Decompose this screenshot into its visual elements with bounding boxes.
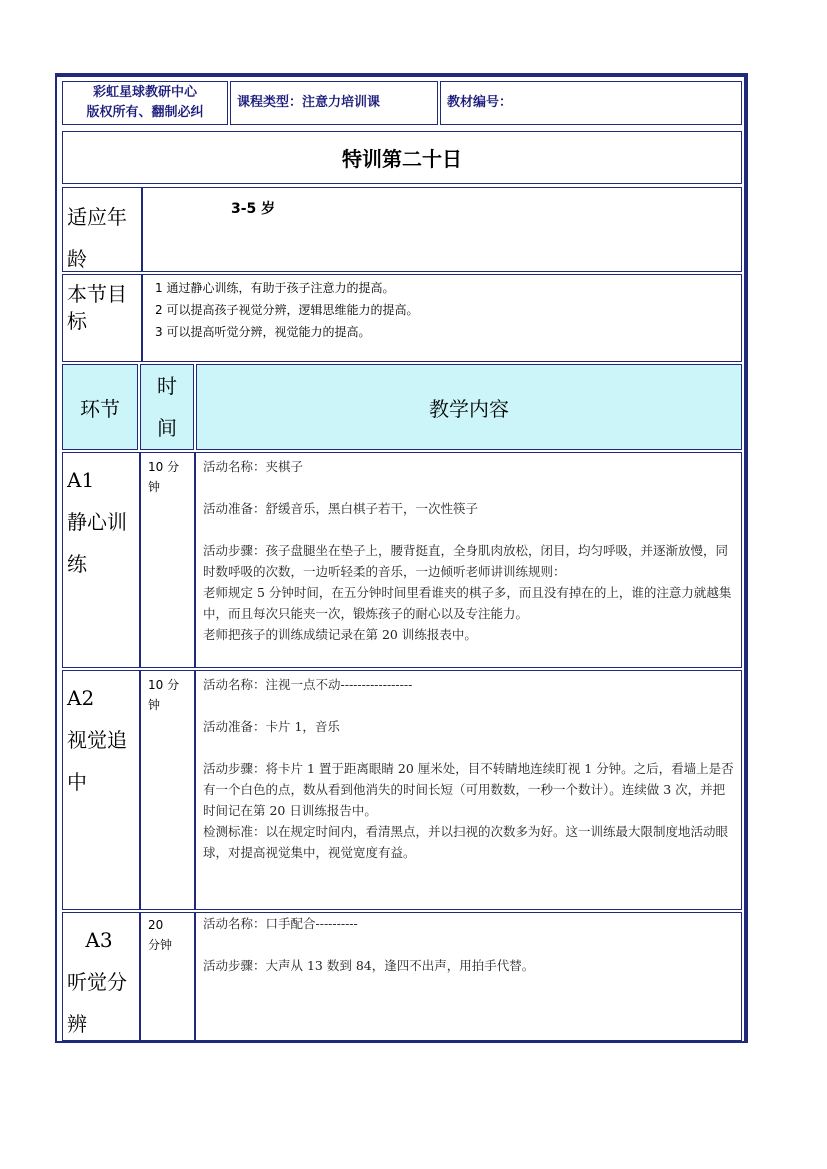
copyright-notice: 版权所有、翻制必纠 — [86, 105, 204, 120]
a3-label-cell — [62, 912, 140, 1041]
a1-line: 活动步骤：孩子盘腿坐在垫子上，腰背挺直，全身肌肉放松，闭目，均匀呼吸，并逐渐放慢，同时数呼吸的次数，一边听轻柔的音乐，一边倾听老师讲训练规则： — [203, 543, 729, 579]
a2-name: 视觉追中 — [67, 728, 127, 794]
a3-code: A3 — [85, 928, 113, 952]
a1-name: 静心训练 — [67, 510, 127, 576]
goal-item-3: 3 可以提高听觉分辨，视觉能力的提高。 — [155, 325, 371, 339]
a1-line: 活动准备：舒缓音乐，黑白棋子若干，一次性筷子 — [203, 501, 479, 516]
a3-spacer — [203, 934, 735, 955]
a1-time: 10 分钟 — [148, 460, 180, 494]
a3-time-cell — [140, 912, 195, 1041]
a1-line: 活动名称：夹棋子 — [203, 459, 304, 474]
a2-time-cell — [140, 670, 195, 910]
a2-code: A2 — [67, 686, 95, 710]
a1-content-cell — [195, 452, 742, 668]
th-time-label: 时间 — [157, 374, 177, 440]
org-name: 彩虹星球教研中心 — [92, 85, 197, 100]
th-time — [140, 364, 194, 450]
goal-item-1: 1 通过静心训练，有助于孩子注意力的提高。 — [155, 281, 395, 295]
goals-label-cell — [62, 274, 142, 362]
age-value: 3-5 岁 — [231, 201, 276, 217]
goal-item-2: 2 可以提高孩子视觉分辨，逻辑思维能力的提高。 — [155, 303, 419, 317]
a2-line: 活动准备：卡片 1，音乐 — [203, 719, 340, 734]
course-type: 课程类型：注意力培训课 — [237, 95, 381, 110]
a2-line: 检测标准：以在规定时间内，看清黑点，并以扫视的次数多为好。这一训练最大限制度地活动眼球，对提高视觉集中，视觉宽度有益。 — [203, 824, 729, 860]
goals-content-cell — [142, 274, 742, 362]
a3-content-cell — [195, 912, 742, 1041]
a2-spacer — [203, 695, 735, 716]
a1-code: A1 — [67, 468, 95, 492]
a3-name: 听觉分辨 — [67, 970, 127, 1036]
a1-spacer — [203, 519, 735, 540]
age-label-cell — [62, 187, 142, 272]
a1-time-cell — [140, 452, 195, 668]
th-content — [196, 364, 742, 450]
a1-line: 老师把孩子的训练成绩记录在第 20 训练报表中。 — [203, 627, 477, 642]
course-type-cell — [230, 81, 438, 125]
goals-label: 本节目标 — [67, 282, 127, 333]
a2-time: 10 分钟 — [148, 678, 180, 712]
a1-spacer — [203, 477, 735, 498]
org-cell — [62, 81, 228, 125]
a3-line: 活动步骤：大声从 13 数到 84，逢四不出声，用拍手代替。 — [203, 958, 535, 973]
page-title: 特训第二十日 — [342, 147, 462, 171]
material-no-cell — [440, 81, 742, 125]
a1-line: 老师规定 5 分钟时间，在五分钟时间里看谁夹的棋子多，而且没有掉在的上，谁的注意力就越集中，而且每次只能夹一次，锻炼孩子的耐心以及专注能力。 — [203, 585, 732, 621]
a2-label-cell — [62, 670, 140, 910]
th-section-label: 环节 — [80, 396, 120, 421]
th-section — [62, 364, 138, 450]
a2-content-cell — [195, 670, 742, 910]
th-content-label: 教学内容 — [429, 396, 509, 421]
material-number-label: 教材编号： — [447, 95, 513, 110]
a3-line: 活动名称：口手配合---------- — [203, 916, 358, 931]
a2-line: 活动步骤：将卡片 1 置于距离眼睛 20 厘米处，目不转睛地连续盯视 1 分钟。之后，看墙上是否有一个白色的点，数从看到他消失的时间长短（可用数数，一秒一个数计）。连续做 3 次，并把时间记在第 20 日训练报告中。 — [203, 761, 734, 818]
a2-spacer — [203, 737, 735, 758]
a1-label-cell — [62, 452, 140, 668]
title-cell — [62, 131, 742, 184]
age-value-cell — [142, 187, 742, 272]
a3-time: 20 分钟 — [148, 918, 173, 952]
a2-line: 活动名称：注视一点不动----------------- — [203, 677, 413, 692]
age-label: 适应年龄 — [67, 205, 127, 271]
